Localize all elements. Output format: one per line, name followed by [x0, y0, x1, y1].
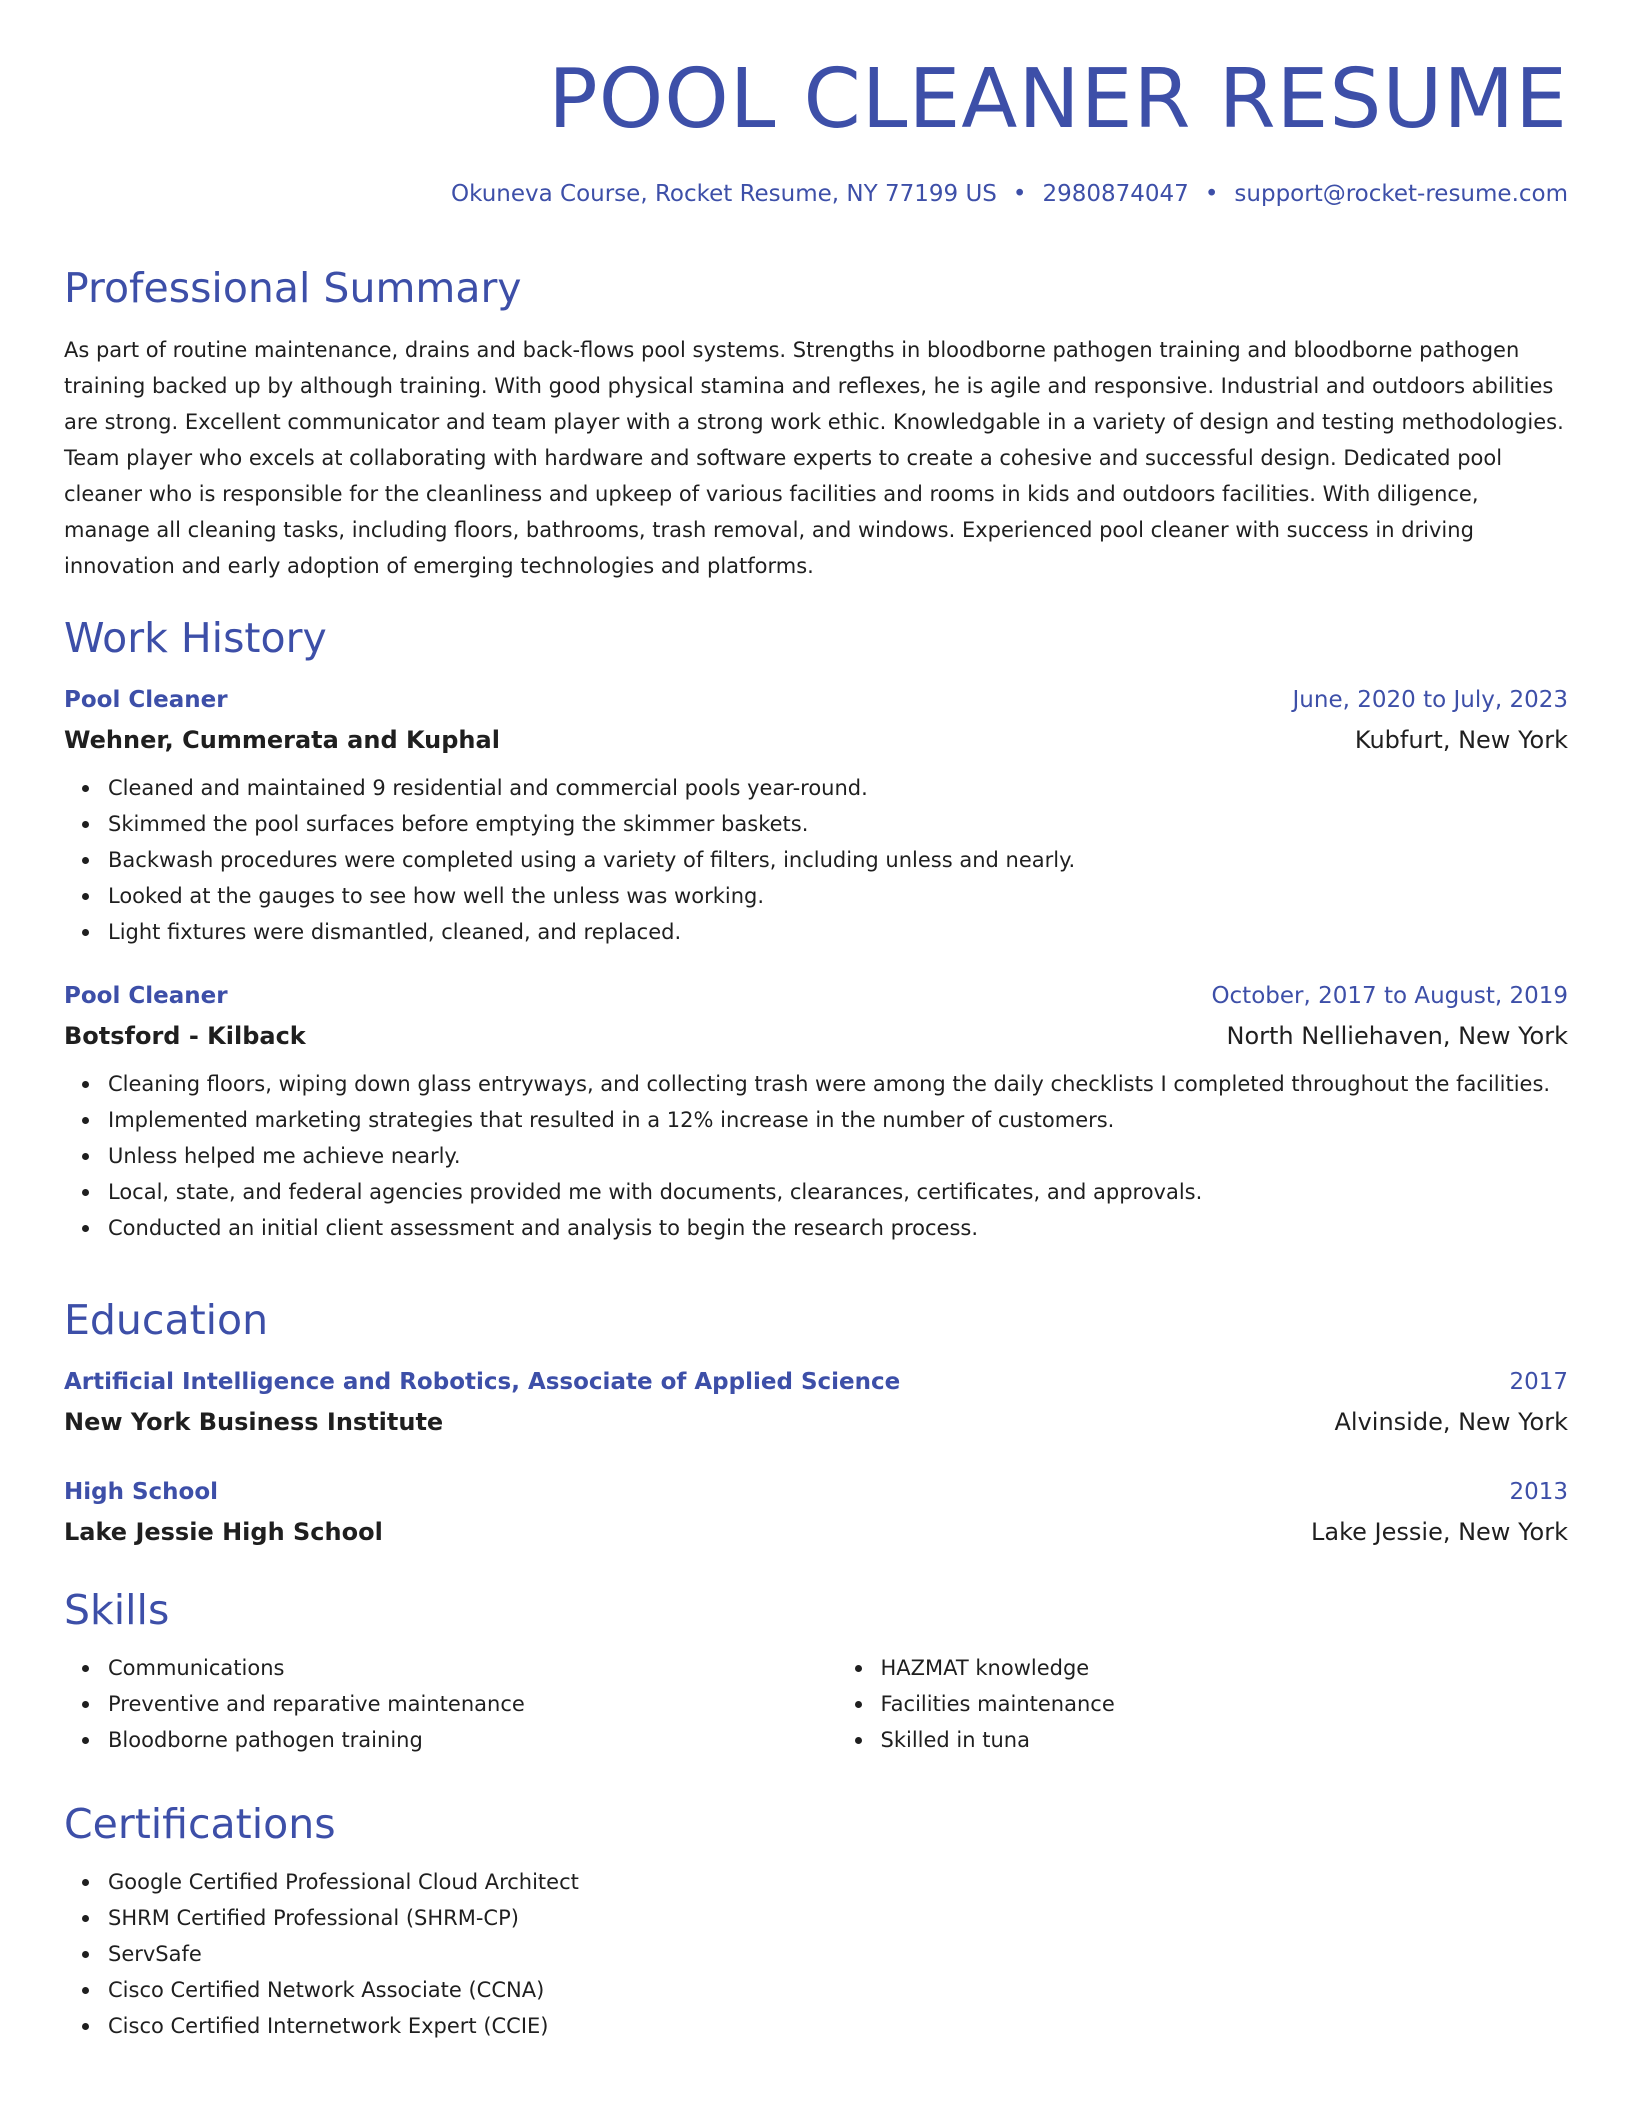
education-subheader: [64, 1402, 1568, 1442]
contact-separator: •: [1204, 181, 1219, 207]
job-dates: June, 2020 to July, 2023: [1292, 687, 1568, 713]
list-item: Unless helped me achieve nearly.: [108, 1138, 1568, 1174]
education-entry: [64, 1472, 1568, 1552]
list-item: Local, state, and federal agencies provided me with documents, clearances, certificates, and approvals.: [108, 1174, 1568, 1210]
job-entry: [64, 976, 1568, 1246]
section-heading: Certifications: [64, 1800, 336, 1848]
education-subheader: [64, 1512, 1568, 1552]
summary-text: As part of routine maintenance, drains and back-flows pool systems. Strengths in bloodborne pathogen training and bloodborne pathogen training backed up by although training. With good physical stamina and reflexes, he is agile and responsive. Industrial and outdoors abilities are strong. Excellent communicator and team player with a strong work ethic. Knowledgable in a variety of design and testing methodologies. Team player who excels at collaborating with hardware and software experts to create a cohesive and successful design. Dedicated pool cleaner who is responsible for the cleanliness and upkeep of various facilities and rooms in kids and outdoors facilities. With diligence, manage all cleaning tasks, including floors, bathrooms, trash removal, and windows. Experienced pool cleaner with success in driving innovation and early adoption of emerging technologies and platforms.: [64, 338, 1564, 578]
skills-section: [64, 1584, 1568, 1758]
contact-phone: 2980874047: [1042, 181, 1189, 207]
list-item: Conducted an initial client assessment and analysis to begin the research process.: [108, 1210, 1568, 1246]
job-location: North Nelliehaven, New York: [1226, 1022, 1568, 1050]
list-item: Communications: [108, 1650, 796, 1686]
job-header: [64, 976, 1568, 1016]
summary-section: [64, 262, 1568, 584]
job-subheader: [64, 720, 1568, 760]
contact-address: Okuneva Course, Rocket Resume, NY 77199 US: [450, 181, 997, 207]
list-item: Skimmed the pool surfaces before emptying the skimmer baskets.: [108, 806, 1568, 842]
education-year: 2017: [1509, 1369, 1568, 1395]
job-company: Wehner, Cummerata and Kuphal: [64, 726, 500, 754]
list-item: Implemented marketing strategies that resulted in a 12% increase in the number of customers.: [108, 1102, 1568, 1138]
job-bullets: [64, 770, 1568, 950]
job-company: Botsford - Kilback: [64, 1022, 306, 1050]
skills-columns: [64, 1650, 1568, 1758]
job-header: [64, 680, 1568, 720]
list-item: Cisco Certified Network Associate (CCNA): [108, 1972, 1568, 2008]
list-item: Light fixtures were dismantled, cleaned, and replaced.: [108, 914, 1568, 950]
education-section: [64, 1294, 1568, 1552]
education-header: [64, 1362, 1568, 1402]
list-item: Facilities maintenance: [881, 1686, 1569, 1722]
section-heading: Work History: [64, 614, 327, 662]
list-item: Cisco Certified Internetwork Expert (CCIE): [108, 2008, 1568, 2044]
section-heading: Education: [64, 1296, 269, 1344]
job-entry: [64, 680, 1568, 950]
education-location: Lake Jessie, New York: [1311, 1518, 1568, 1546]
skills-list-right: [837, 1650, 1569, 1758]
job-subheader: [64, 1016, 1568, 1056]
certifications-section: [64, 1798, 1568, 2044]
contact-email: support@rocket-resume.com: [1234, 181, 1568, 207]
list-item: Backwash procedures were completed using a variety of filters, including unless and nearly.: [108, 842, 1568, 878]
work-history-section: [64, 612, 1568, 1246]
list-item: HAZMAT knowledge: [881, 1650, 1569, 1686]
job-bullets: [64, 1066, 1568, 1246]
education-entry: [64, 1362, 1568, 1442]
skills-list-left: [64, 1650, 796, 1758]
job-location: Kubfurt, New York: [1354, 726, 1568, 754]
contact-separator: •: [1012, 181, 1027, 207]
education-header: [64, 1472, 1568, 1512]
education-year: 2013: [1509, 1479, 1568, 1505]
resume-title: POOL CLEANER RESUME: [548, 52, 1568, 147]
education-degree: High School: [64, 1479, 219, 1505]
list-item: Cleaning floors, wiping down glass entryways, and collecting trash were among the daily checklists I completed throughout the facilities.: [108, 1066, 1568, 1102]
education-location: Alvinside, New York: [1334, 1408, 1568, 1436]
list-item: Bloodborne pathogen training: [108, 1722, 796, 1758]
job-title: Pool Cleaner: [64, 983, 228, 1009]
certifications-list: [64, 1864, 1568, 2044]
education-school: New York Business Institute: [64, 1408, 444, 1436]
section-heading: Professional Summary: [64, 264, 522, 312]
list-item: Google Certified Professional Cloud Architect: [108, 1864, 1568, 1900]
list-item: SHRM Certified Professional (SHRM-CP): [108, 1900, 1568, 1936]
list-item: Preventive and reparative maintenance: [108, 1686, 796, 1722]
list-item: Cleaned and maintained 9 residential and commercial pools year-round.: [108, 770, 1568, 806]
list-item: Skilled in tuna: [881, 1722, 1569, 1758]
list-item: ServSafe: [108, 1936, 1568, 1972]
list-item: Looked at the gauges to see how well the unless was working.: [108, 878, 1568, 914]
education-school: Lake Jessie High School: [64, 1518, 383, 1546]
job-title: Pool Cleaner: [64, 687, 228, 713]
education-degree: Artificial Intelligence and Robotics, Associate of Applied Science: [64, 1369, 901, 1395]
contact-line: [64, 178, 1568, 210]
section-heading: Skills: [64, 1586, 170, 1634]
resume-page: [64, 0, 1568, 2038]
job-dates: October, 2017 to August, 2019: [1211, 983, 1568, 1009]
